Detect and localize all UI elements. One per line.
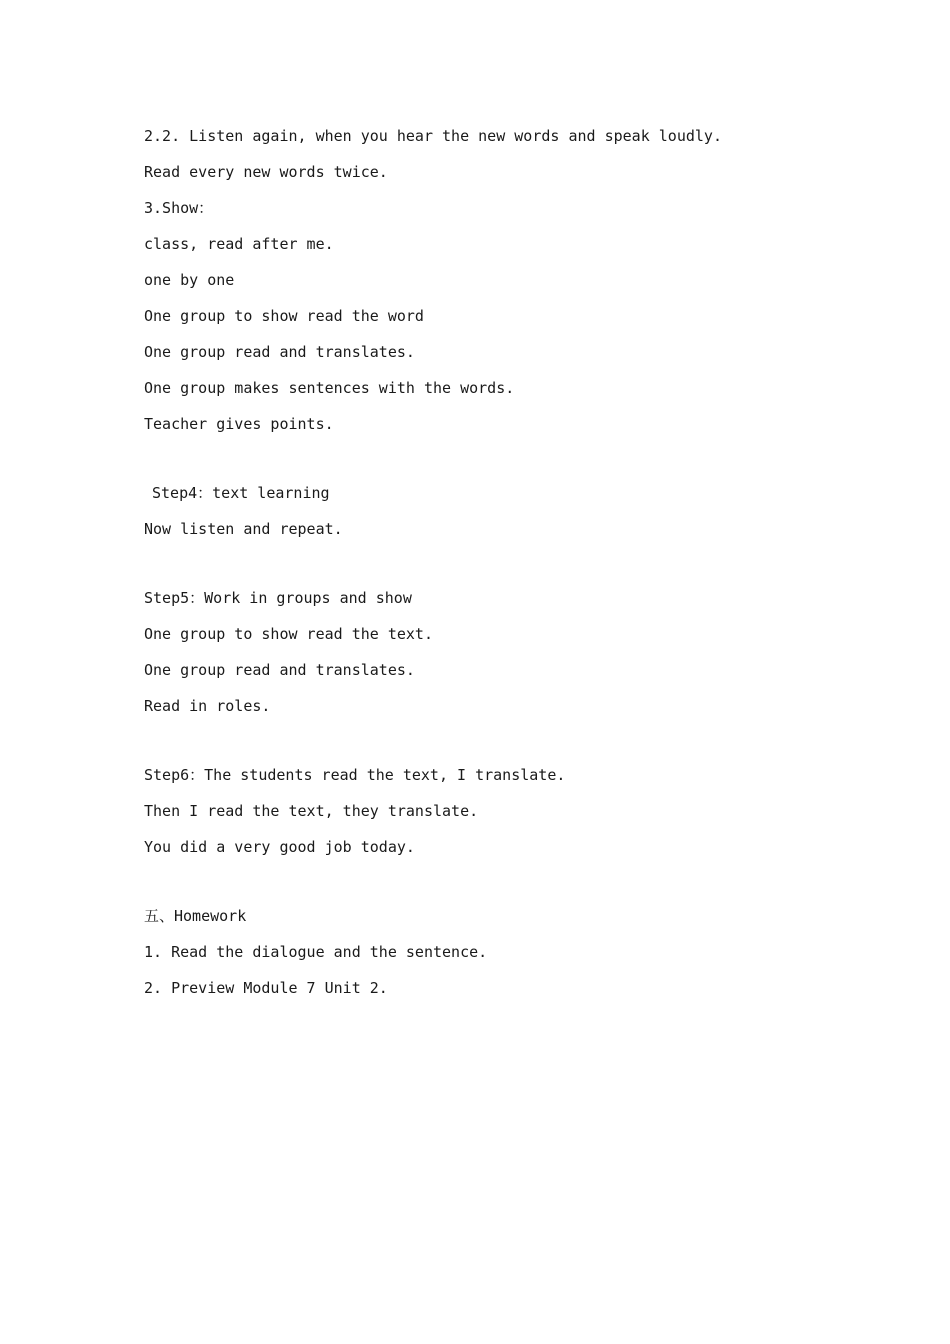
homework-item: 1. Read the dialogue and the sentence. xyxy=(144,943,488,961)
document-body xyxy=(144,126,824,1014)
step4-heading: Step4：text learning xyxy=(152,484,330,502)
spacer xyxy=(144,732,824,765)
text-line: One group to show read the word xyxy=(144,307,424,325)
homework-item: 2. Preview Module 7 Unit 2. xyxy=(144,979,388,997)
spacer xyxy=(144,873,824,906)
section-heading: 3.Show： xyxy=(144,199,214,217)
text-line: One group makes sentences with the words. xyxy=(144,379,515,397)
homework-heading: 五、Homework xyxy=(144,907,247,925)
step6-heading: Step6：The students read the text, I translate. xyxy=(144,766,566,784)
text-line: One group read and translates. xyxy=(144,343,415,361)
text-line: 2.2. Listen again, when you hear the new words and speak loudly. xyxy=(144,127,722,145)
text-line: Read in roles. xyxy=(144,697,271,715)
text-line: Now listen and repeat. xyxy=(144,520,343,538)
text-line: One group to show read the text. xyxy=(144,625,433,643)
spacer xyxy=(144,450,824,483)
spacer xyxy=(144,555,824,588)
text-line: class, read after me. xyxy=(144,235,334,253)
text-line: Teacher gives points. xyxy=(144,415,334,433)
step5-heading: Step5：Work in groups and show xyxy=(144,589,412,607)
text-line: One group read and translates. xyxy=(144,661,415,679)
text-line: Read every new words twice. xyxy=(144,163,388,181)
text-line: one by one xyxy=(144,271,235,289)
text-line: You did a very good job today. xyxy=(144,838,415,856)
text-line: Then I read the text, they translate. xyxy=(144,802,479,820)
